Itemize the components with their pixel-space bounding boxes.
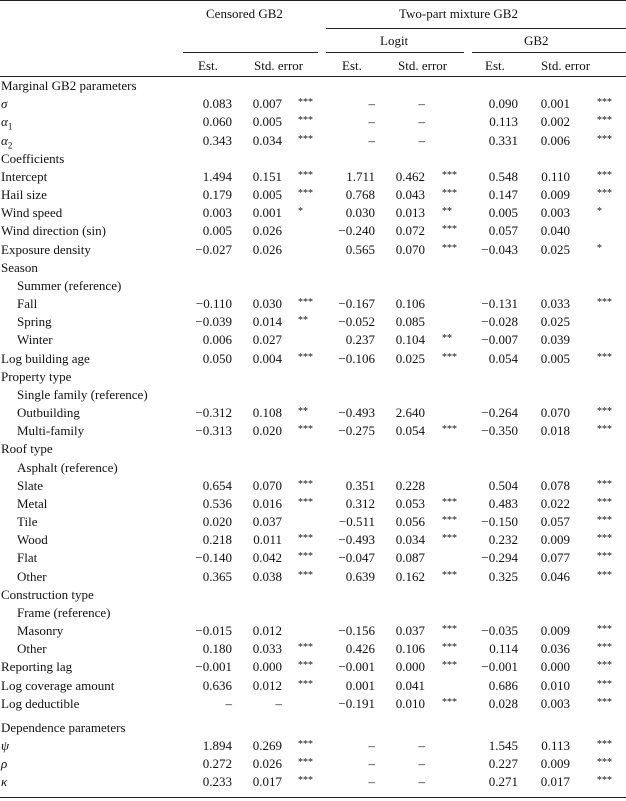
row-label: Frame (reference) bbox=[17, 604, 111, 620]
std-error-cell: 0.002 bbox=[540, 114, 570, 130]
std-error-cell: 0.113 bbox=[541, 738, 570, 754]
significance-stars: *** bbox=[597, 351, 612, 363]
estimate-cell: 0.271 bbox=[488, 774, 518, 790]
estimate-cell: – bbox=[368, 756, 375, 772]
estimate-cell: −0.039 bbox=[195, 314, 232, 330]
row-label: ρ bbox=[1, 756, 8, 772]
row-label: Coefficients bbox=[1, 150, 65, 166]
std-error-cell: 0.013 bbox=[395, 205, 425, 221]
significance-stars: *** bbox=[597, 533, 612, 545]
significance-stars: *** bbox=[442, 242, 457, 254]
significance-stars: *** bbox=[298, 297, 313, 309]
estimate-cell: 0.331 bbox=[488, 132, 518, 148]
std-error-cell: 0.010 bbox=[395, 695, 425, 711]
std-error-cell: – bbox=[418, 738, 425, 754]
header-censored-gb2: Censored GB2 bbox=[206, 6, 283, 21]
std-error-cell: 0.070 bbox=[252, 477, 282, 493]
estimate-cell: −0.110 bbox=[195, 296, 232, 312]
significance-stars: *** bbox=[597, 133, 612, 145]
significance-stars: *** bbox=[442, 496, 457, 508]
std-error-cell: 0.043 bbox=[395, 187, 425, 203]
std-error-cell: – bbox=[418, 774, 425, 790]
std-error-cell: 0.053 bbox=[395, 495, 425, 511]
significance-stars: *** bbox=[298, 115, 313, 127]
estimate-cell: −0.312 bbox=[195, 405, 232, 421]
row-label: Roof type bbox=[1, 441, 53, 457]
estimate-cell: −0.131 bbox=[481, 296, 518, 312]
std-error-cell: 0.056 bbox=[395, 514, 425, 530]
significance-stars: *** bbox=[442, 224, 457, 236]
std-error-cell: – bbox=[418, 756, 425, 772]
std-error-cell: 0.087 bbox=[395, 550, 425, 566]
row-label: Dependence parameters bbox=[1, 719, 126, 735]
std-error-cell: 0.007 bbox=[252, 96, 282, 112]
significance-stars: *** bbox=[442, 533, 457, 545]
estimate-cell: 0.426 bbox=[345, 641, 375, 657]
estimate-cell: −0.106 bbox=[338, 350, 375, 366]
significance-stars: *** bbox=[597, 188, 612, 200]
header-logit: Logit bbox=[380, 33, 409, 48]
estimate-cell: −0.167 bbox=[338, 296, 375, 312]
std-error-cell: 0.009 bbox=[540, 756, 570, 772]
header-bottom-rule bbox=[0, 76, 626, 77]
std-error-cell: 0.036 bbox=[540, 641, 570, 657]
significance-stars: *** bbox=[597, 660, 612, 672]
estimate-cell: −0.035 bbox=[481, 623, 518, 639]
estimate-cell: −0.052 bbox=[338, 314, 375, 330]
row-label: Tile bbox=[17, 514, 38, 530]
estimate-cell: 1.894 bbox=[202, 738, 232, 754]
estimate-cell: −0.191 bbox=[338, 695, 375, 711]
estimate-cell: 0.218 bbox=[202, 532, 232, 548]
estimate-cell: 0.272 bbox=[202, 756, 232, 772]
significance-stars: *** bbox=[442, 169, 457, 181]
estimate-cell: – bbox=[368, 774, 375, 790]
std-error-cell: 0.025 bbox=[540, 314, 570, 330]
std-error-cell: 0.054 bbox=[395, 423, 425, 439]
std-error-cell: 0.014 bbox=[252, 314, 282, 330]
significance-stars: *** bbox=[597, 569, 612, 581]
estimate-cell: −0.493 bbox=[338, 532, 375, 548]
std-error-cell: – bbox=[418, 96, 425, 112]
std-error-cell: 0.017 bbox=[540, 774, 570, 790]
std-error-cell: 0.011 bbox=[253, 532, 282, 548]
significance-stars: *** bbox=[298, 551, 313, 563]
std-error-cell: 0.010 bbox=[540, 677, 570, 693]
significance-stars: *** bbox=[597, 496, 612, 508]
significance-stars: *** bbox=[442, 696, 457, 708]
std-error-cell: 0.009 bbox=[540, 532, 570, 548]
estimate-cell: −0.156 bbox=[338, 623, 375, 639]
significance-stars: *** bbox=[442, 515, 457, 527]
estimate-cell: −0.001 bbox=[195, 659, 232, 675]
std-error-cell: 0.108 bbox=[252, 405, 282, 421]
row-label: Metal bbox=[17, 495, 48, 511]
estimate-cell: −0.493 bbox=[338, 405, 375, 421]
significance-stars: *** bbox=[298, 775, 313, 787]
estimate-cell: 0.639 bbox=[345, 568, 375, 584]
header-est: Est. bbox=[198, 58, 218, 73]
significance-stars: *** bbox=[597, 406, 612, 418]
significance-stars: *** bbox=[597, 297, 612, 309]
significance-stars: ** bbox=[442, 333, 452, 345]
std-error-cell: – bbox=[418, 114, 425, 130]
row-label: Winter bbox=[17, 332, 53, 348]
std-error-cell: 0.025 bbox=[395, 350, 425, 366]
estimate-cell: 0.005 bbox=[202, 223, 232, 239]
std-error-cell: 0.040 bbox=[540, 223, 570, 239]
std-error-cell: 0.104 bbox=[395, 332, 425, 348]
header-est: Est. bbox=[485, 58, 505, 73]
significance-stars: *** bbox=[597, 169, 612, 181]
std-error-cell: 0.022 bbox=[540, 495, 570, 511]
estimate-cell: 0.114 bbox=[489, 641, 518, 657]
significance-stars: *** bbox=[597, 642, 612, 654]
std-error-cell: 0.072 bbox=[395, 223, 425, 239]
row-label: Reporting lag bbox=[1, 659, 73, 675]
row-label: Log deductible bbox=[1, 695, 80, 711]
row-label: Other bbox=[17, 568, 47, 584]
estimate-cell: 0.179 bbox=[202, 187, 232, 203]
significance-stars: *** bbox=[597, 115, 612, 127]
header-std-error: Std. error bbox=[254, 58, 304, 73]
significance-stars: *** bbox=[597, 551, 612, 563]
row-label: Other bbox=[17, 641, 47, 657]
estimate-cell: −0.511 bbox=[338, 514, 375, 530]
row-label: Masonry bbox=[17, 623, 64, 639]
std-error-cell: 0.003 bbox=[540, 695, 570, 711]
estimate-cell: – bbox=[368, 96, 375, 112]
row-label: Log building age bbox=[1, 350, 90, 366]
significance-stars: *** bbox=[298, 97, 313, 109]
estimate-cell: −0.240 bbox=[338, 223, 375, 239]
std-error-cell: 0.462 bbox=[395, 168, 425, 184]
row-label: $\alpha_2$ bbox=[1, 132, 13, 151]
row-label: Wind direction (sin) bbox=[1, 223, 106, 239]
estimate-cell: −0.275 bbox=[338, 423, 375, 439]
row-label: Construction type bbox=[1, 586, 94, 602]
estimate-cell: 0.060 bbox=[202, 114, 232, 130]
significance-stars: *** bbox=[442, 624, 457, 636]
std-error-cell: 0.106 bbox=[395, 296, 425, 312]
std-error-cell: 0.016 bbox=[252, 495, 282, 511]
estimate-cell: 1.711 bbox=[346, 168, 375, 184]
std-error-cell: 0.162 bbox=[395, 568, 425, 584]
estimate-cell: −0.015 bbox=[195, 623, 232, 639]
std-error-cell: 0.009 bbox=[540, 623, 570, 639]
significance-stars: *** bbox=[298, 660, 313, 672]
significance-stars: *** bbox=[298, 739, 313, 751]
estimate-cell: −0.294 bbox=[481, 550, 518, 566]
significance-stars: *** bbox=[298, 424, 313, 436]
std-error-cell: 0.000 bbox=[395, 659, 425, 675]
estimate-cell: −0.027 bbox=[195, 241, 232, 257]
significance-stars: *** bbox=[597, 478, 612, 490]
significance-stars: *** bbox=[597, 424, 612, 436]
estimate-cell: −0.001 bbox=[338, 659, 375, 675]
estimate-cell: 0.548 bbox=[488, 168, 518, 184]
logit-rule bbox=[326, 52, 464, 53]
significance-stars: *** bbox=[597, 97, 612, 109]
estimate-cell: 0.113 bbox=[489, 114, 518, 130]
std-error-cell: 0.000 bbox=[540, 659, 570, 675]
significance-stars: * bbox=[597, 242, 602, 254]
std-error-cell: 0.005 bbox=[252, 187, 282, 203]
estimate-cell: 0.090 bbox=[488, 96, 518, 112]
estimate-cell: −0.140 bbox=[195, 550, 232, 566]
significance-stars: *** bbox=[298, 188, 313, 200]
estimate-cell: 0.001 bbox=[345, 677, 375, 693]
gb2-rule bbox=[472, 52, 626, 53]
significance-stars: ** bbox=[298, 315, 308, 327]
row-label: κ bbox=[1, 774, 8, 790]
significance-stars: *** bbox=[442, 424, 457, 436]
estimate-cell: – bbox=[368, 132, 375, 148]
row-label: Slate bbox=[17, 477, 43, 493]
estimate-cell: 0.768 bbox=[345, 187, 375, 203]
header-std-error: Std. error bbox=[398, 58, 448, 73]
std-error-cell: 0.005 bbox=[252, 114, 282, 130]
significance-stars: *** bbox=[597, 624, 612, 636]
significance-stars: *** bbox=[597, 696, 612, 708]
row-label: Hail size bbox=[1, 187, 47, 203]
significance-stars: * bbox=[597, 206, 602, 218]
std-error-cell: 0.041 bbox=[395, 677, 425, 693]
estimate-cell: 0.483 bbox=[488, 495, 518, 511]
std-error-cell: 0.070 bbox=[540, 405, 570, 421]
estimate-cell: 0.147 bbox=[488, 187, 518, 203]
estimate-cell: −0.007 bbox=[481, 332, 518, 348]
estimate-cell: 1.494 bbox=[202, 168, 232, 184]
std-error-cell: 0.077 bbox=[540, 550, 570, 566]
estimate-cell: −0.150 bbox=[481, 514, 518, 530]
std-error-cell: 0.106 bbox=[395, 641, 425, 657]
std-error-cell: 0.110 bbox=[541, 168, 570, 184]
std-error-cell: 0.034 bbox=[252, 132, 282, 148]
header-two-part-mixture: Two-part mixture GB2 bbox=[399, 6, 518, 21]
std-error-cell: 0.057 bbox=[540, 514, 570, 530]
significance-stars: *** bbox=[298, 496, 313, 508]
std-error-cell: 0.026 bbox=[252, 756, 282, 772]
std-error-cell: 0.046 bbox=[540, 568, 570, 584]
header-gb2: GB2 bbox=[524, 33, 549, 48]
significance-stars: *** bbox=[597, 678, 612, 690]
significance-stars: *** bbox=[298, 569, 313, 581]
significance-stars: *** bbox=[298, 642, 313, 654]
std-error-cell: 0.026 bbox=[252, 223, 282, 239]
std-error-cell: 0.020 bbox=[252, 423, 282, 439]
std-error-cell: 0.018 bbox=[540, 423, 570, 439]
significance-stars: *** bbox=[298, 351, 313, 363]
std-error-cell: 0.001 bbox=[252, 205, 282, 221]
estimate-cell: 1.545 bbox=[488, 738, 518, 754]
std-error-cell: 0.228 bbox=[395, 477, 425, 493]
estimate-cell: −0.264 bbox=[481, 405, 518, 421]
std-error-cell: 0.001 bbox=[540, 96, 570, 112]
estimate-cell: 0.343 bbox=[202, 132, 232, 148]
std-error-cell: 0.037 bbox=[252, 514, 282, 530]
significance-stars: *** bbox=[597, 757, 612, 769]
estimate-cell: 0.232 bbox=[488, 532, 518, 548]
std-error-cell: – bbox=[275, 695, 282, 711]
significance-stars: *** bbox=[597, 739, 612, 751]
significance-stars: *** bbox=[442, 660, 457, 672]
std-error-cell: 0.025 bbox=[540, 241, 570, 257]
top-rule bbox=[0, 0, 626, 1]
std-error-cell: 0.033 bbox=[540, 296, 570, 312]
significance-stars: *** bbox=[442, 351, 457, 363]
bottom-rule bbox=[0, 797, 626, 798]
row-label: Marginal GB2 parameters bbox=[1, 78, 137, 93]
std-error-cell: 0.151 bbox=[252, 168, 282, 184]
significance-stars: *** bbox=[298, 478, 313, 490]
estimate-cell: – bbox=[368, 738, 375, 754]
estimate-cell: 0.227 bbox=[488, 756, 518, 772]
std-error-cell: 0.038 bbox=[252, 568, 282, 584]
estimate-cell: −0.001 bbox=[481, 659, 518, 675]
std-error-cell: 0.030 bbox=[252, 296, 282, 312]
estimate-cell: – bbox=[368, 114, 375, 130]
row-label: σ bbox=[1, 96, 8, 112]
significance-stars: *** bbox=[298, 533, 313, 545]
estimate-cell: 0.050 bbox=[202, 350, 232, 366]
std-error-cell: 0.005 bbox=[540, 350, 570, 366]
significance-stars: *** bbox=[442, 642, 457, 654]
row-label: Log coverage amount bbox=[1, 677, 115, 693]
std-error-cell: 0.012 bbox=[252, 623, 282, 639]
std-error-cell: 0.027 bbox=[252, 332, 282, 348]
std-error-cell: 0.085 bbox=[395, 314, 425, 330]
significance-stars: ** bbox=[442, 206, 452, 218]
estimate-cell: 0.565 bbox=[345, 241, 375, 257]
row-label: Property type bbox=[1, 368, 72, 384]
significance-stars: * bbox=[298, 206, 303, 218]
estimate-cell: 0.054 bbox=[488, 350, 518, 366]
std-error-cell: 0.034 bbox=[395, 532, 425, 548]
row-label: Asphalt (reference) bbox=[17, 459, 118, 475]
estimate-cell: 0.536 bbox=[202, 495, 232, 511]
std-error-cell: 0.078 bbox=[540, 477, 570, 493]
row-label: Season bbox=[1, 259, 38, 275]
row-label: Exposure density bbox=[1, 241, 91, 257]
significance-stars: *** bbox=[298, 678, 313, 690]
std-error-cell: 0.012 bbox=[252, 677, 282, 693]
row-label: $\alpha_1$ bbox=[1, 114, 13, 132]
std-error-cell: 0.039 bbox=[540, 332, 570, 348]
row-label: ψ bbox=[1, 738, 10, 754]
significance-stars: *** bbox=[442, 569, 457, 581]
std-error-cell: 0.037 bbox=[395, 623, 425, 639]
estimate-cell: 0.312 bbox=[345, 495, 375, 511]
row-label: Single family (reference) bbox=[17, 386, 148, 402]
estimate-cell: 0.233 bbox=[202, 774, 232, 790]
row-label: Summer (reference) bbox=[17, 277, 122, 293]
estimate-cell: 0.003 bbox=[202, 205, 232, 221]
std-error-cell: – bbox=[418, 132, 425, 148]
std-error-cell: 0.006 bbox=[540, 132, 570, 148]
censored-rule bbox=[183, 52, 318, 53]
std-error-cell: 0.009 bbox=[540, 187, 570, 203]
estimate-cell: 0.083 bbox=[202, 96, 232, 112]
header-std-error: Std. error bbox=[541, 58, 591, 73]
std-error-cell: 0.004 bbox=[252, 350, 282, 366]
estimate-cell: −0.043 bbox=[481, 241, 518, 257]
std-error-cell: 0.269 bbox=[252, 738, 282, 754]
mixture-rule bbox=[326, 28, 626, 29]
estimate-cell: 0.325 bbox=[488, 568, 518, 584]
estimate-cell: 0.636 bbox=[202, 677, 232, 693]
std-error-cell: 0.026 bbox=[252, 241, 282, 257]
significance-stars: *** bbox=[597, 775, 612, 787]
significance-stars: *** bbox=[298, 133, 313, 145]
std-error-cell: 0.033 bbox=[252, 641, 282, 657]
estimate-cell: 0.028 bbox=[488, 695, 518, 711]
estimate-cell: −0.313 bbox=[195, 423, 232, 439]
row-label: Wood bbox=[17, 532, 48, 548]
estimate-cell: 0.686 bbox=[488, 677, 518, 693]
row-label: Flat bbox=[17, 550, 38, 566]
estimate-cell: – bbox=[225, 695, 232, 711]
std-error-cell: 2.640 bbox=[395, 405, 425, 421]
row-label: Multi-family bbox=[17, 423, 85, 439]
estimate-cell: −0.028 bbox=[481, 314, 518, 330]
std-error-cell: 0.000 bbox=[252, 659, 282, 675]
estimate-cell: 0.005 bbox=[488, 205, 518, 221]
estimate-cell: 0.654 bbox=[202, 477, 232, 493]
estimate-cell: 0.030 bbox=[345, 205, 375, 221]
row-label: Spring bbox=[17, 314, 52, 330]
std-error-cell: 0.017 bbox=[252, 774, 282, 790]
std-error-cell: 0.042 bbox=[252, 550, 282, 566]
significance-stars: *** bbox=[298, 169, 313, 181]
row-label: Wind speed bbox=[1, 205, 63, 221]
significance-stars: ** bbox=[298, 406, 308, 418]
estimate-cell: 0.006 bbox=[202, 332, 232, 348]
std-error-cell: 0.003 bbox=[540, 205, 570, 221]
estimate-cell: 0.020 bbox=[202, 514, 232, 530]
estimate-cell: −0.047 bbox=[338, 550, 375, 566]
significance-stars: *** bbox=[597, 515, 612, 527]
significance-stars: *** bbox=[442, 188, 457, 200]
header-est: Est. bbox=[342, 58, 362, 73]
estimate-cell: 0.057 bbox=[488, 223, 518, 239]
estimate-cell: 0.180 bbox=[202, 641, 232, 657]
row-label: Fall bbox=[17, 296, 38, 312]
estimate-cell: 0.351 bbox=[345, 477, 375, 493]
significance-stars: *** bbox=[298, 757, 313, 769]
estimate-cell: −0.350 bbox=[481, 423, 518, 439]
estimate-cell: 0.365 bbox=[202, 568, 232, 584]
row-label: Outbuilding bbox=[17, 405, 80, 421]
row-label: Intercept bbox=[1, 168, 48, 184]
estimate-cell: 0.504 bbox=[488, 477, 518, 493]
std-error-cell: 0.070 bbox=[395, 241, 425, 257]
estimate-cell: 0.237 bbox=[345, 332, 375, 348]
